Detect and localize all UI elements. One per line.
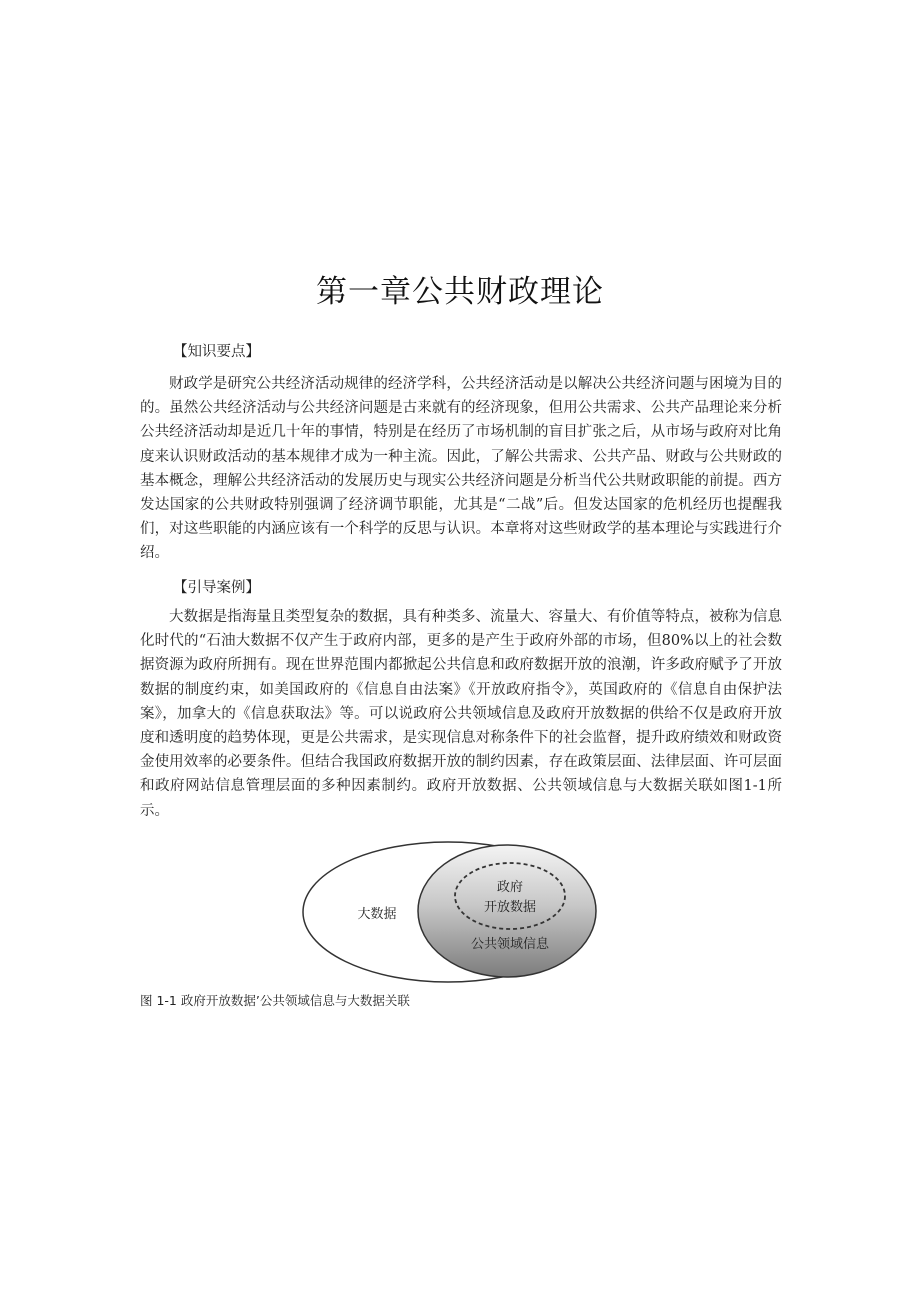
- gov-open-data-label-line1: 政府: [496, 880, 524, 895]
- figure-caption: 图 1-1 政府开放数据’公共领域信息与大数据关联: [140, 993, 410, 1008]
- knowledge-points-paragraph: 财政学是研究公共经济活动规律的经济学科，公共经济活动是以解决公共经济问题与困境为目的的。虽然公共经济活动与公共经济问题是古来就有的经济现象，但用公共需求、公共产品理论来分析公共经济活动却是近几十年的事情，特别是在经历了市场机制的盲目扩张之后，从市场与政府对比角度来认识财政活动的基本规律才成为一种主流。因此，了解公共需求、公共产品、财政与公共财政的基本概念，理解公共经济活动的发展历史与现实公共经济问题是分析当代公共财政职能的前提。西方发达国家的公共财政特别强调了经济调节职能，尤其是“二战”后。但发达国家的危机经历也提醒我们，对这些职能的内涵应该有一个科学的反思与认识。本章将对这些财政学的基本理论与实践进行介绍。: [140, 376, 782, 562]
- venn-diagram-figure: [300, 836, 620, 986]
- public-domain-info-label: 公共领域信息: [470, 937, 550, 952]
- knowledge-points-heading: 【知识要点】: [173, 344, 260, 360]
- chapter-title: 第一章公共财政理论: [316, 274, 604, 310]
- big-data-label: 大数据: [357, 907, 397, 922]
- lead-case-heading: 【引导案例】: [173, 580, 260, 596]
- venn-diagram: [300, 836, 620, 986]
- gov-open-data-label-line2: 开放数据: [483, 900, 537, 915]
- lead-case-paragraph: 大数据是指海量且类型复杂的数据，具有种类多、流量大、容量大、有价值等特点，被称为信息化时代的“石油大数据不仅产生于政府内部，更多的是产生于政府外部的市场，但80%以上的社会数据资源为政府所拥有。现在世界范围内都掀起公共信息和政府数据开放的浪潮，许多政府赋予了开放数据的制度约束，如美国政府的《信息自由法案》《开放政府指令》，英国政府的《信息自由保护法案》，加拿大的《信息获取法》等。可以说政府公共领域信息及政府开放数据的供给不仅是政府开放度和透明度的趋势体现，更是公共需求，是实现信息对称条件下的社会监督，提升政府绩效和财政资金使用效率的必要条件。但结合我国政府数据开放的制约因素，存在政策层面、法律层面、许可层面和政府网站信息管理层面的多种因素制约。政府开放数据、公共领域信息与大数据关联如图1-1所示。: [140, 609, 782, 819]
